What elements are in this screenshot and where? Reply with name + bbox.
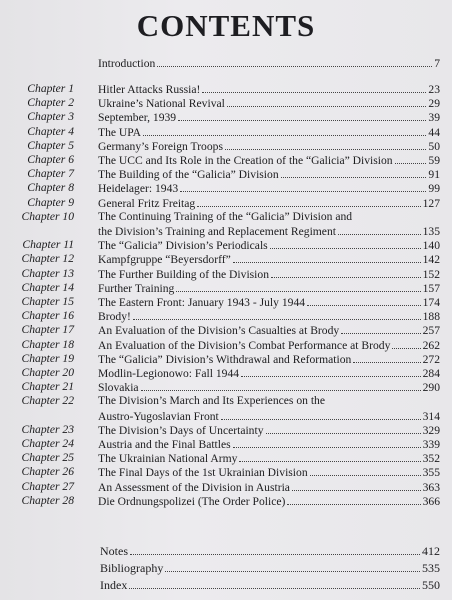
chapter-title-line2: the Division’s Training and Replacement Regiment — [98, 225, 336, 238]
chapter-page: 339 — [422, 438, 440, 451]
chapter-number: Chapter 5 — [27, 138, 74, 152]
chapter-number: Chapter 3 — [27, 110, 74, 124]
chapter-page: 50 — [428, 139, 440, 153]
chapter-page: 290 — [422, 381, 440, 395]
leader-dots — [310, 464, 421, 476]
chapter-page: 366 — [422, 494, 440, 508]
chapter-number: Chapter 28 — [21, 493, 74, 507]
chapter-number: Chapter 19 — [21, 351, 74, 365]
toc-intro-page: 7 — [434, 57, 440, 70]
chapter-title: Hitler Attacks Russia! — [98, 83, 201, 96]
toc-back-row — [0, 577, 452, 593]
chapter-title: An Evaluation of the Division’s Casualties at Brody — [98, 324, 340, 338]
chapter-number: Chapter 25 — [21, 451, 74, 465]
leader-dots — [233, 436, 421, 448]
chapter-page: 44 — [428, 125, 440, 139]
chapter-number: Chapter 9 — [27, 195, 74, 209]
chapter-number: Chapter 17 — [21, 323, 74, 337]
toc-intro-entry — [98, 55, 440, 71]
toc-back-row — [0, 543, 452, 559]
chapter-number: Chapter 21 — [21, 380, 74, 394]
leader-dots — [270, 237, 421, 249]
chapter-number: Chapter 6 — [27, 153, 74, 166]
chapter-number: Chapter 10 — [21, 209, 74, 223]
leader-dots — [266, 422, 421, 434]
chapter-number: Chapter 7 — [27, 167, 74, 181]
leader-dots — [227, 95, 427, 107]
chapter-title: Modlin-Legionowo: Fall 1944 — [98, 367, 240, 380]
leader-dots — [129, 577, 420, 589]
chapter-title: The Ukrainian National Army — [98, 452, 238, 466]
chapter-page: 157 — [422, 281, 440, 295]
leader-dots — [353, 351, 420, 363]
chapter-page: 174 — [422, 296, 440, 309]
leader-dots — [287, 493, 420, 505]
chapter-title: The UCC and Its Role in the Creation of the “Galicia” Division — [98, 154, 393, 167]
leader-dots — [241, 365, 421, 377]
chapter-page: 23 — [428, 83, 440, 96]
chapter-number: Chapter 14 — [21, 280, 74, 294]
chapter-number: Chapter 23 — [21, 422, 74, 436]
chapter-page: 99 — [428, 182, 440, 196]
chapter-page: 284 — [422, 367, 440, 380]
chapter-page: 39 — [428, 111, 440, 125]
chapter-title: Kampfgruppe “Beyersdorff” — [98, 253, 231, 267]
chapter-number: Chapter 22 — [21, 394, 74, 408]
chapter-title: The “Galicia” Division’s Withdrawal and Reformation — [98, 352, 352, 366]
chapter-number: Chapter 12 — [21, 252, 74, 266]
chapter-title: The Division’s Days of Uncertainty — [98, 423, 264, 437]
back-matter-page: 535 — [422, 561, 440, 575]
chapter-page: 152 — [422, 267, 440, 281]
toc-back-entry — [100, 543, 440, 559]
chapter-title: Further Training — [98, 281, 175, 295]
chapter-number: Chapter 1 — [27, 82, 74, 95]
chapter-title: An Evaluation of the Division’s Combat Performance at Brody — [98, 338, 391, 352]
chapter-number: Chapter 11 — [22, 238, 74, 252]
chapter-page: 59 — [428, 154, 440, 167]
chapter-title: September, 1939 — [98, 111, 177, 125]
chapter-title: The Further Building of the Division — [98, 267, 269, 281]
toc-chapter-row — [0, 493, 452, 509]
chapter-number: Chapter 13 — [21, 266, 74, 280]
page-title: CONTENTS — [136, 8, 316, 43]
chapter-title: An Assessment of the Division in Austria — [98, 480, 290, 494]
back-matter-page: 412 — [422, 544, 440, 558]
toc-intro — [0, 55, 452, 71]
chapter-number: Chapter 26 — [21, 465, 74, 479]
chapter-title: The Building of the “Galicia” Division — [98, 168, 279, 182]
leader-dots — [292, 479, 421, 491]
chapter-title: Germany’s Foreign Troops — [98, 139, 223, 153]
back-matter-page: 550 — [422, 578, 440, 592]
chapter-page: 352 — [422, 452, 440, 466]
chapter-title: Slovakia — [98, 381, 139, 395]
leader-dots — [395, 152, 427, 164]
chapter-page: 127 — [422, 196, 440, 210]
leader-dots — [225, 138, 426, 150]
chapter-number: Chapter 2 — [27, 96, 74, 110]
chapter-title: The Eastern Front: January 1943 - July 1944 — [98, 296, 306, 309]
toc-back-row — [0, 560, 452, 576]
chapter-title: Ukraine’s National Revival — [98, 97, 225, 111]
leader-dots — [338, 223, 421, 235]
chapter-page: 329 — [422, 423, 440, 437]
back-matter-label: Index — [100, 578, 128, 592]
leader-dots — [157, 55, 432, 67]
back-matter-label: Notes — [100, 544, 128, 558]
chapter-page: 142 — [422, 253, 440, 267]
toc-back-entry — [100, 577, 440, 593]
chapter-number: Chapter 4 — [27, 124, 74, 138]
leader-dots — [233, 251, 421, 263]
leader-dots — [130, 543, 420, 555]
toc-chapter-entry — [98, 493, 440, 509]
leader-dots — [143, 124, 426, 136]
chapter-page: 91 — [428, 168, 440, 182]
chapter-title: The UPA — [98, 125, 142, 139]
chapter-page: 355 — [422, 466, 440, 480]
chapter-title: General Fritz Freitag — [98, 196, 196, 210]
chapter-number: Chapter 18 — [21, 337, 74, 351]
chapter-page: 363 — [422, 480, 440, 494]
leader-dots — [176, 280, 420, 292]
chapter-title: The “Galicia” Division’s Periodicals — [98, 239, 268, 253]
chapter-title: Heidelager: 1943 — [98, 182, 179, 196]
chapter-page: 272 — [422, 352, 440, 366]
leader-dots — [281, 166, 427, 178]
toc-back-entry — [100, 560, 440, 576]
chapter-number: Chapter 16 — [21, 309, 74, 323]
chapter-page: 135 — [422, 225, 440, 238]
leader-dots — [141, 379, 421, 391]
chapter-title: Brody! — [98, 310, 131, 324]
leader-dots — [178, 109, 426, 121]
chapter-page: 188 — [422, 310, 440, 324]
back-matter-label: Bibliography — [100, 561, 164, 575]
leader-dots — [271, 266, 421, 278]
leader-dots — [180, 180, 426, 192]
leader-dots — [239, 450, 420, 462]
leader-dots — [392, 337, 420, 349]
chapter-page: 257 — [422, 324, 440, 338]
chapter-title: Austria and the Final Battles — [98, 438, 231, 451]
chapter-title-line2: Austro-Yugoslavian Front — [98, 409, 219, 423]
chapter-page: 314 — [422, 409, 440, 423]
leader-dots — [307, 294, 421, 306]
leader-dots — [165, 560, 420, 572]
chapter-title: Die Ordnungspolizei (The Order Police) — [98, 494, 286, 508]
leader-dots — [221, 408, 421, 420]
chapter-number: Chapter 15 — [21, 295, 74, 308]
chapter-number: Chapter 20 — [21, 366, 74, 379]
toc-intro-label: Introduction — [98, 57, 156, 70]
leader-dots — [341, 322, 420, 334]
chapter-title-line1: The Continuing Training of the “Galicia” Division and — [98, 209, 353, 223]
chapter-page: 262 — [422, 338, 440, 352]
chapter-title: The Final Days of the 1st Ukrainian Division — [98, 466, 308, 480]
chapter-title-line1: The Division’s March and Its Experiences on the — [98, 394, 325, 408]
leader-dots — [133, 308, 421, 320]
chapter-number: Chapter 8 — [27, 181, 74, 195]
leader-dots — [197, 195, 420, 207]
chapter-number: Chapter 27 — [21, 479, 74, 493]
chapter-page: 140 — [422, 239, 440, 253]
chapter-page: 29 — [428, 97, 440, 111]
chapter-number: Chapter 24 — [21, 437, 74, 450]
leader-dots — [202, 81, 426, 93]
